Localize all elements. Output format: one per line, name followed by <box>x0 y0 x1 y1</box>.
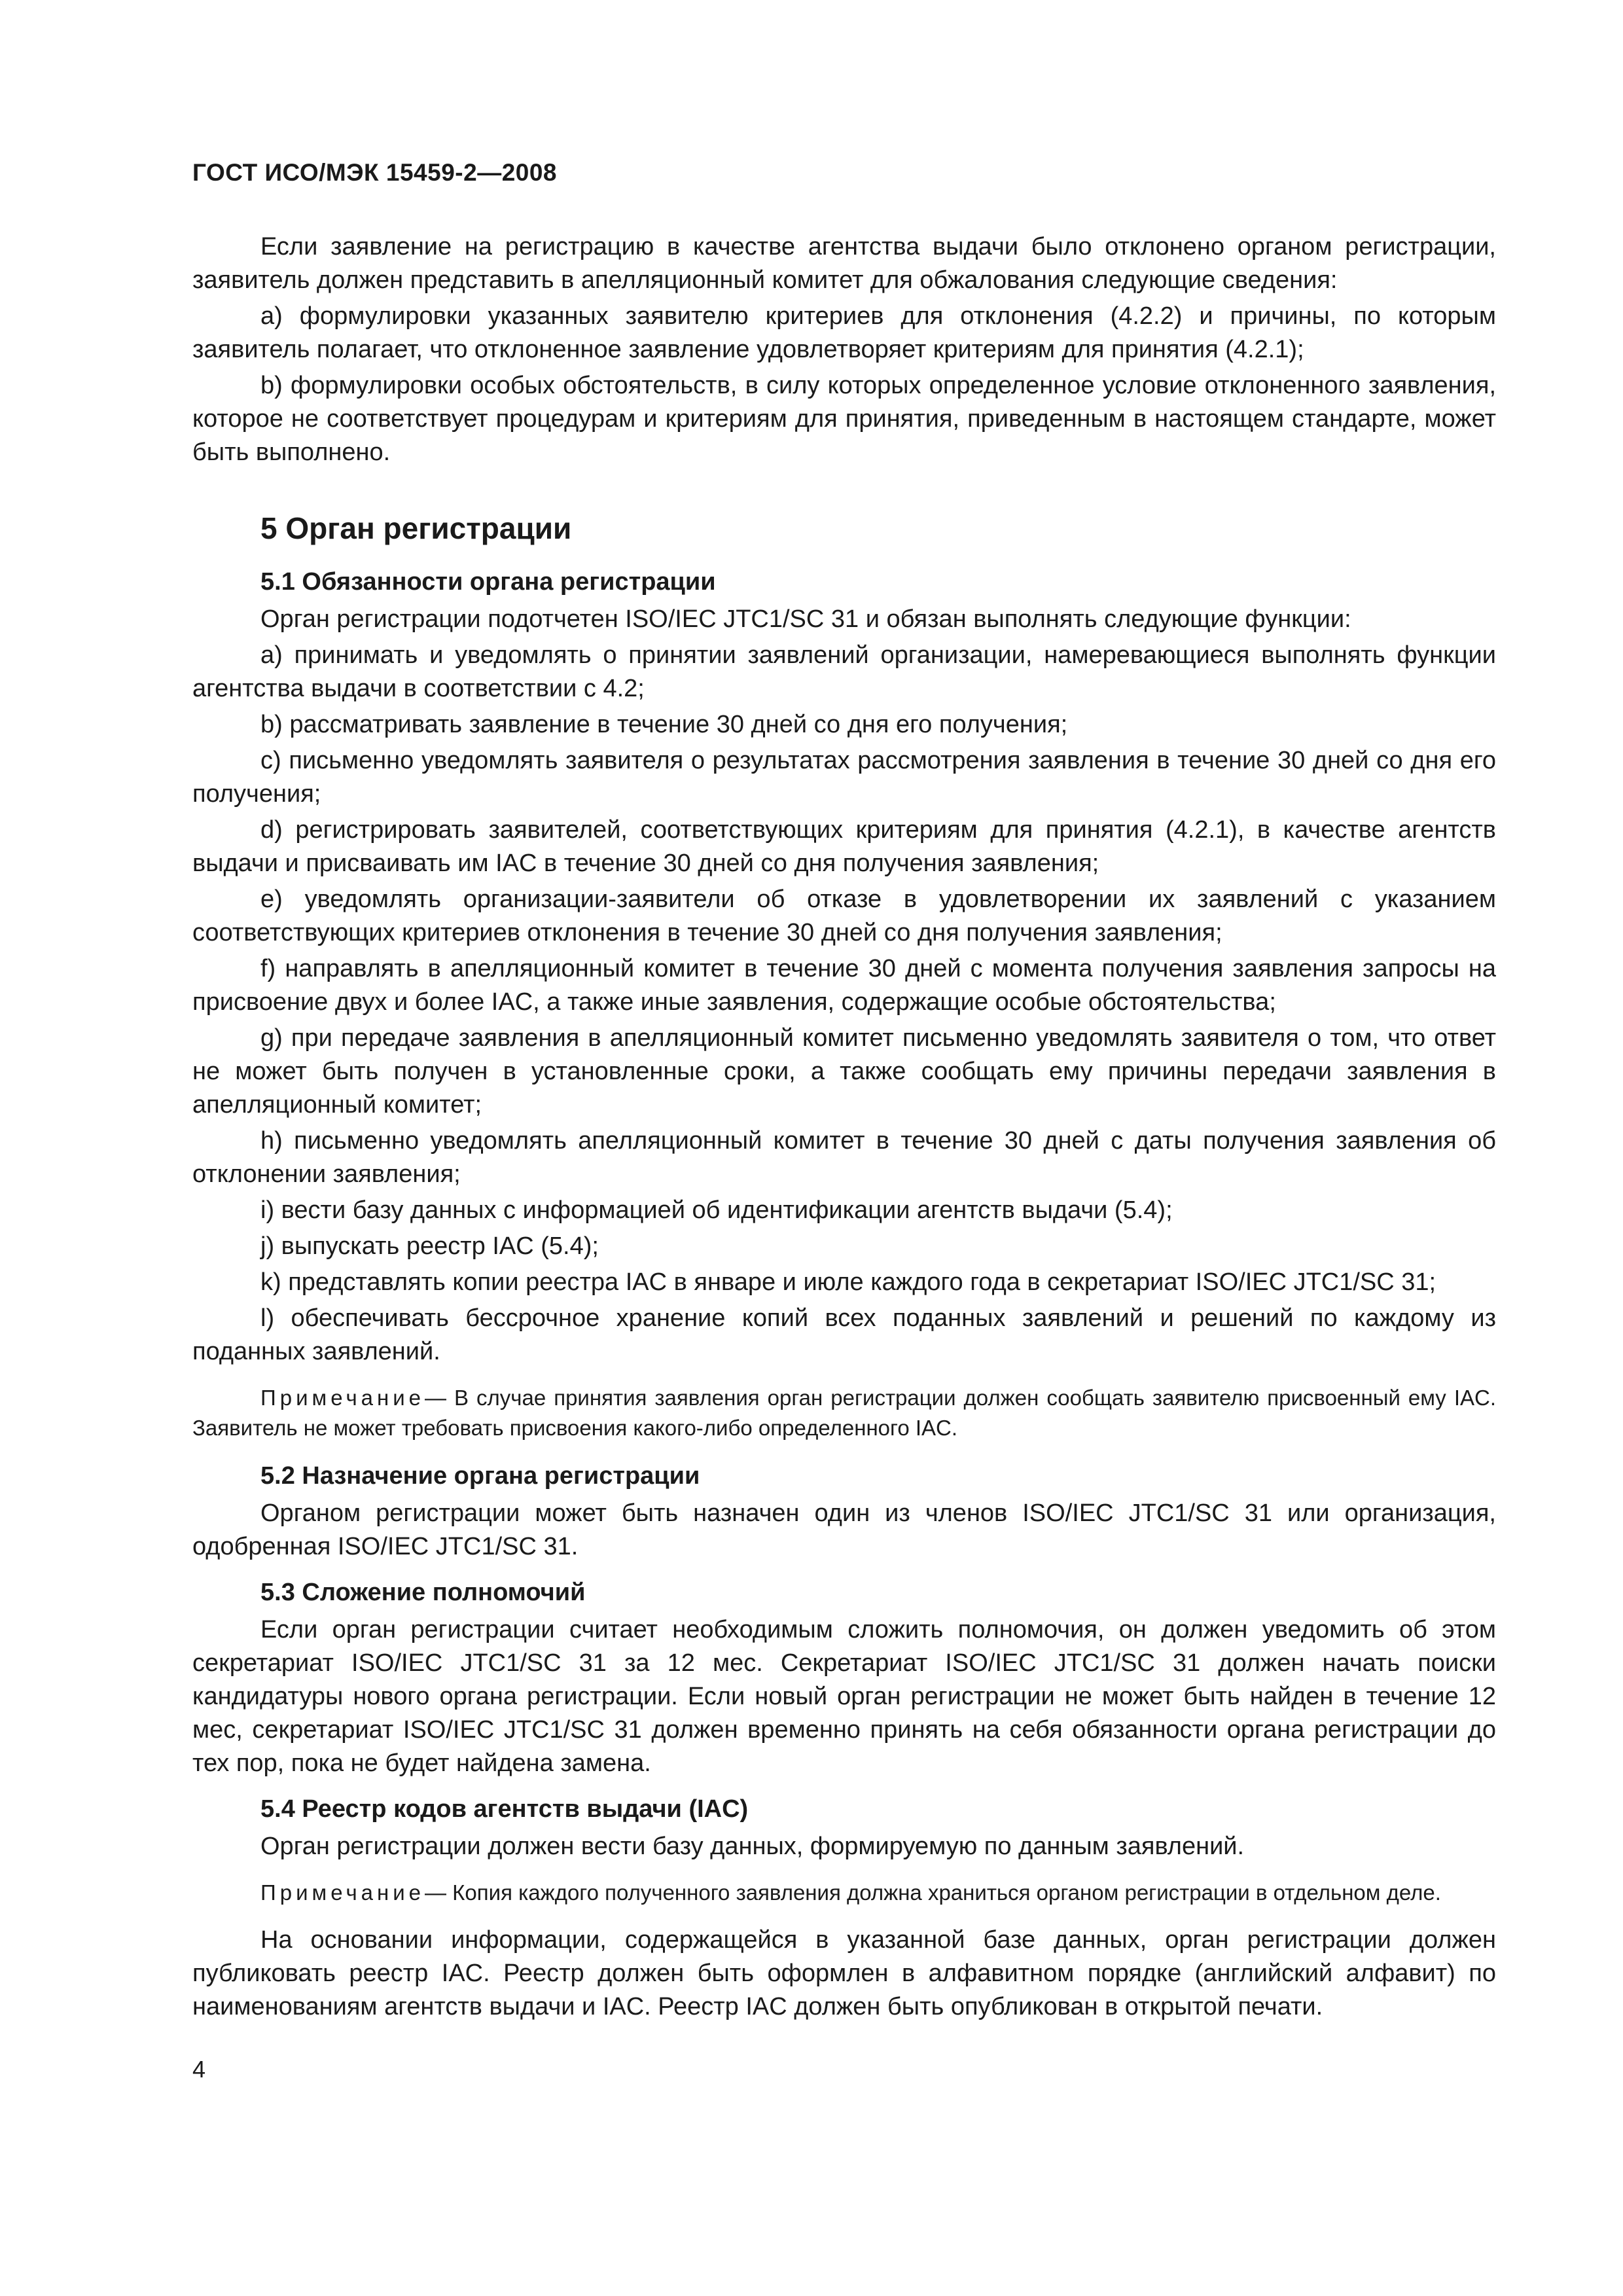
page-number: 4 <box>192 2056 206 2083</box>
note-5-4 <box>192 1878 1496 1908</box>
section-5-3-heading: 5.3 Сложение полномочий <box>260 1579 586 1606</box>
note-text: — В случае принятия заявления орган регистрации должен сообщать заявителю присвоенный ему IAC. Заявитель не может требовать присвоения какого-либо определенного IAC. <box>192 1386 1496 1440</box>
section-5-heading: 5 Орган регистрации <box>260 511 572 545</box>
list-item-e: e) уведомлять организации-заявители об отказе в удовлетворении их заявлений с указанием соответствующих критериев отклонения в течение 30 дней со дня получения заявления; <box>192 886 1496 946</box>
list-item-d: d) регистрировать заявителей, соответствующих критериям для принятия (4.2.1), в качестве агентств выдачи и присваивать им IAC в течение 30 дней со дня получения заявления; <box>192 816 1496 877</box>
document-code-header: ГОСТ ИСО/МЭК 15459-2—2008 <box>192 159 558 186</box>
document-page <box>192 157 1496 2245</box>
section-5-1-heading: 5.1 Обязанности органа регистрации <box>260 568 716 596</box>
list-item-b: b) рассматривать заявление в течение 30 дней со дня его получения; <box>260 711 1068 738</box>
list-item-f: f) направлять в апелляционный комитет в течение 30 дней с момента получения заявления запросы на присвоение двух и более IAC, а также иные заявления, содержащие особые обстоятельства; <box>192 955 1496 1016</box>
list-item-c: c) письменно уведомлять заявителя о результатах рассмотрения заявления в течение 30 дней со дня его получения; <box>192 747 1496 808</box>
note-text: — Копия каждого полученного заявления должна храниться органом регистрации в отдельном деле. <box>425 1880 1441 1905</box>
section-5-1-lead: Орган регистрации подотчетен ISO/IEC JTC1/SC 31 и обязан выполнять следующие функции: <box>260 605 1351 633</box>
list-item-j: j) выпускать реестр IAC (5.4); <box>260 1232 599 1260</box>
section-5-2-text: Органом регистрации может быть назначен один из членов ISO/IEC JTC1/SC 31 или организация, одобренная ISO/IEC JTC1/SC 31. <box>192 1499 1496 1560</box>
list-item-g: g) при передаче заявления в апелляционный комитет письменно уведомлять заявителя о том, что ответ не может быть получен в установленные сроки, а также сообщать ему причины передачи заявления в апелляционный комитет; <box>192 1024 1496 1119</box>
intro-paragraph: Если заявление на регистрацию в качестве агентства выдачи было отклонено органом регистрации, заявитель должен представить в апелляционный комитет для обжалования следующие сведения: <box>192 233 1496 294</box>
section-5-2-heading: 5.2 Назначение органа регистрации <box>260 1462 700 1490</box>
list-item-a: a) принимать и уведомлять о принятии заявлений организации, намеревающиеся выполнять функции агентства выдачи в соответствии с 4.2; <box>192 641 1496 702</box>
section-5-4-heading: 5.4 Реестр кодов агентств выдачи (IAC) <box>260 1795 749 1823</box>
list-item-l: l) обеспечивать бессрочное хранение копий всех поданных заявлений и решений по каждому из поданных заявлений. <box>192 1304 1496 1365</box>
note-label: Примечание <box>260 1880 425 1905</box>
intro-item-a: a) формулировки указанных заявителю критериев для отклонения (4.2.2) и причины, по которым заявитель полагает, что отклоненное заявление удовлетворяет критериям для принятия (4.2.1); <box>192 302 1496 363</box>
section-5-4-text: Орган регистрации должен вести базу данных, формируемую по данным заявлений. <box>260 1833 1245 1860</box>
list-item-i: i) вести базу данных с информацией об идентификации агентств выдачи (5.4); <box>260 1196 1173 1224</box>
section-5-4-text-2: На основании информации, содержащейся в указанной базе данных, орган регистрации должен публиковать реестр IAC. Реестр должен быть оформлен в алфавитном порядке (английский алфавит) по наименованиям агентств выдачи и IAC. Реестр IAC должен быть опубликован в открытой печати. <box>192 1926 1496 2020</box>
list-item-k: k) представлять копии реестра IAC в январе и июле каждого года в секретариат ISO/IEC JTC1/SC 31; <box>260 1268 1436 1296</box>
intro-item-b: b) формулировки особых обстоятельств, в силу которых определенное условие отклоненного заявления, которое не соответствует процедурам и критериям для принятия, приведенным в настоящем стандарте, может быть выполнено. <box>192 372 1496 466</box>
note-label: Примечание <box>260 1386 425 1410</box>
note-5-1 <box>192 1383 1496 1443</box>
list-item-h: h) письменно уведомлять апелляционный комитет в течение 30 дней с даты получения заявления об отклонении заявления; <box>192 1127 1496 1188</box>
section-5-3-text: Если орган регистрации считает необходимым сложить полномочия, он должен уведомить об этом секретариат ISO/IEC JTC1/SC 31 за 12 мес. Секретариат ISO/IEC JTC1/SC 31 должен начать поиски кандидатуры нового органа регистрации. Если новый орган регистрации не может быть найден в течение 12 мес, секретариат ISO/IEC JTC1/SC 31 должен временно принять на себя обязанности органа регистрации до тех пор, пока не будет найдена замена. <box>192 1616 1496 1777</box>
